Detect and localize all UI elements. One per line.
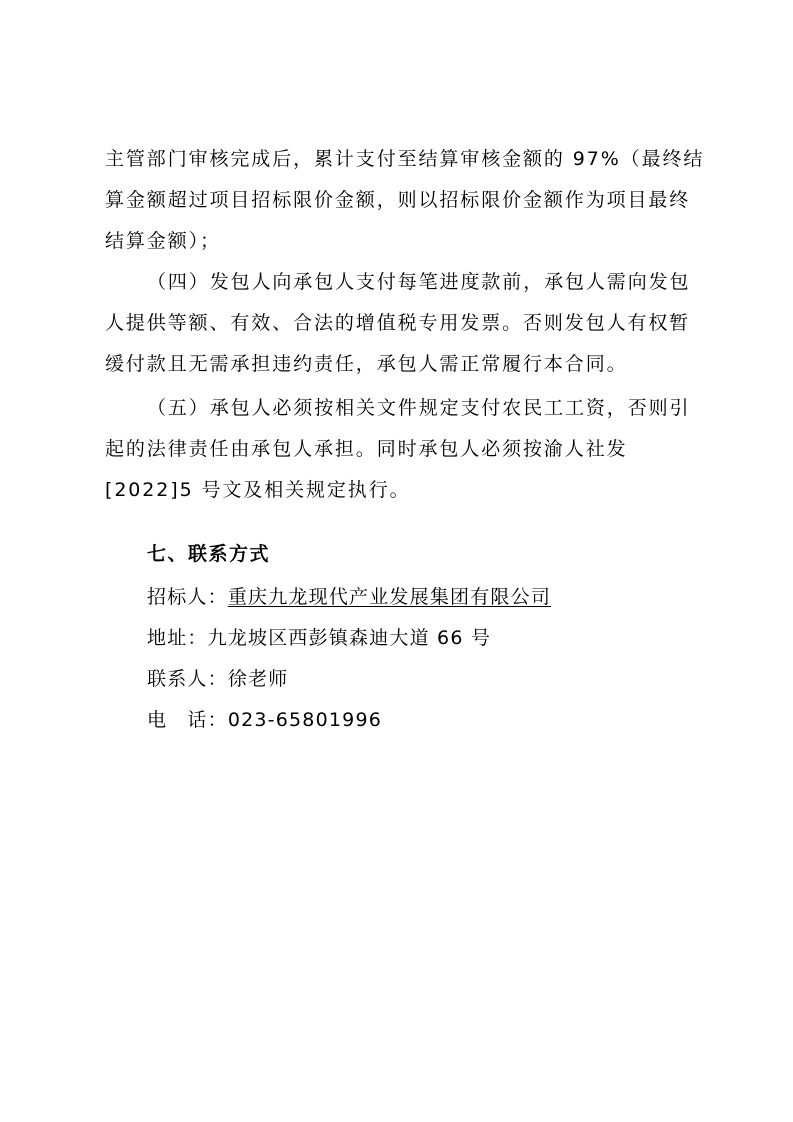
- payment-clause-line-3: 结算金额）；: [105, 230, 221, 252]
- payment-clause-line-1: 主管部门审核完成后，累计支付至结算审核金额的 97%（最终结: [105, 148, 705, 170]
- wage-clause-line-1: （五）承包人必须按相关文件规定支付农民工工资，否则引: [147, 397, 691, 419]
- invoice-clause-line-3: 缓付款且无需承担违约责任，承包人需正常履行本合同。: [105, 353, 628, 375]
- payment-clause-line-2: 算金额超过项目招标限价金额，则以招标限价金额作为项目最终: [105, 189, 691, 211]
- contact-person-row: [147, 667, 288, 691]
- address-label: 地址：: [147, 627, 208, 649]
- contact-person-value: 徐老师: [227, 668, 289, 690]
- contact-person-label: 联系人：: [147, 668, 228, 690]
- phone-row: [147, 708, 382, 732]
- invoice-clause-line-1: （四）发包人向承包人支付每笔进度款前，承包人需向发包: [147, 271, 691, 293]
- invoice-clause-line-2: 人提供等额、有效、合法的增值税专用发票。否则发包人有权暂: [105, 312, 691, 334]
- contact-section-heading: 七、联系方式: [147, 543, 271, 565]
- tenderer-label: 招标人：: [147, 586, 228, 608]
- wage-clause-line-3: [2022]5 号文及相关规定执行。: [105, 479, 411, 501]
- address-row: [147, 626, 491, 650]
- phone-value: 023-65801996: [227, 709, 383, 731]
- phone-label: 电 话：: [147, 709, 228, 731]
- tenderer-value: 重庆九龙现代产业发展集团有限公司: [227, 586, 552, 608]
- wage-clause-line-2: 起的法律责任由承包人承担。同时承包人必须按渝人社发: [105, 438, 628, 460]
- tenderer-row: [147, 585, 551, 609]
- address-value: 九龙坡区西彭镇森迪大道 66 号: [207, 627, 492, 649]
